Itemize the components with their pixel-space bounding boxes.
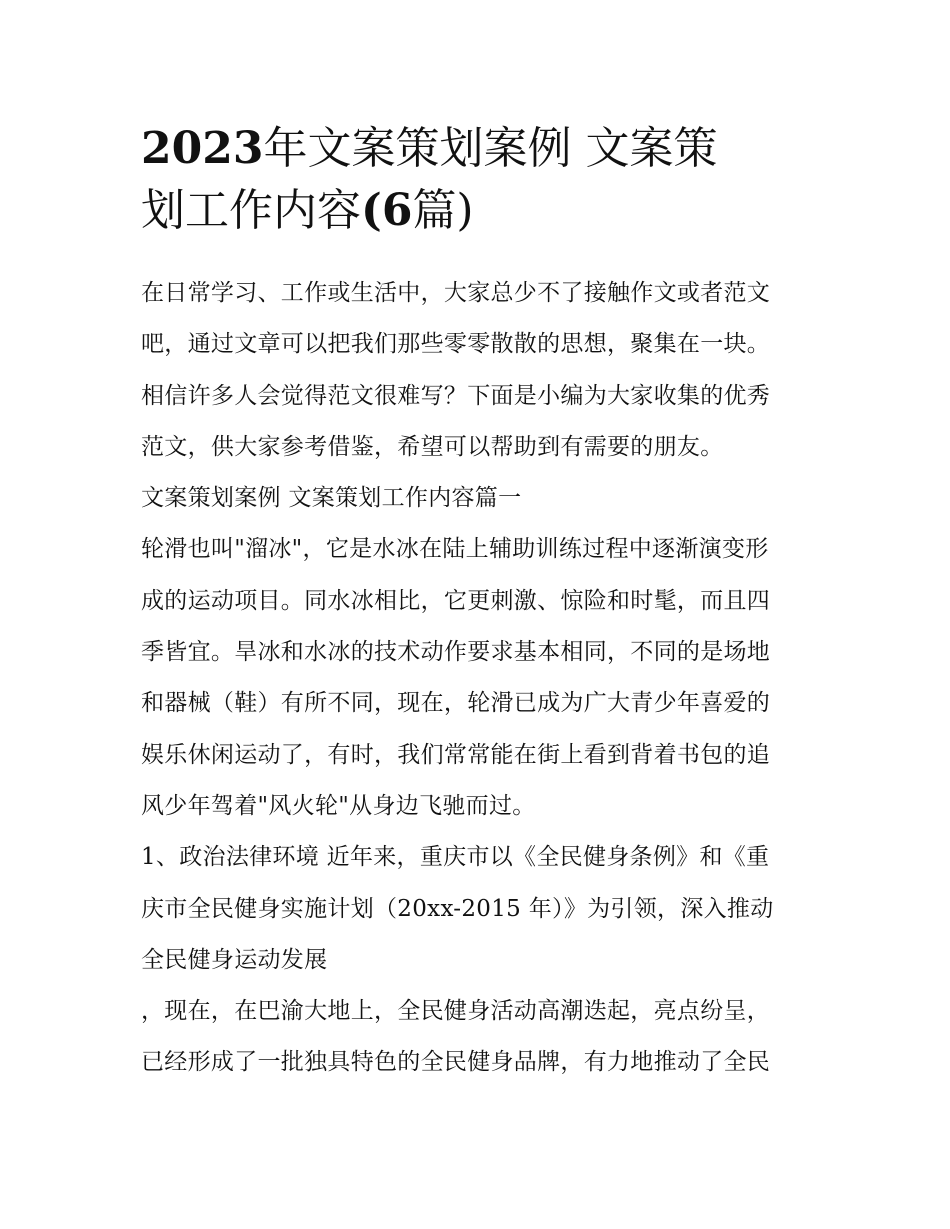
body-line: ，现在，在巴渝大地上，全民健身活动高潮迭起，亮点纷呈， (141, 998, 771, 1025)
body-line: 娱乐休闲运动了，有时，我们常常能在街上看到背着书包的追 (141, 741, 771, 768)
body-line: 庆市全民健身实施计划（20xx-2015 年）》为引领，深入推动 (141, 895, 774, 922)
title-line-2 (141, 180, 813, 242)
body-line: 成的运动项目。同水冰相比，它更刺激、惊险和时髦，而且四 (141, 587, 771, 614)
body-line: 1、政治法律环境 近年来，重庆市以《全民健身条例》和《重 (141, 844, 770, 871)
title-text-1: 年文案策划案例 文案策 (263, 123, 718, 174)
body-line: 在日常学习、工作或生活中，大家总少不了接触作文或者范文 (141, 280, 771, 306)
title-count: (6 (361, 185, 413, 236)
body-line: 和器械（鞋）有所不同，现在，轮滑已成为广大青少年喜爱的 (141, 690, 771, 717)
document-body (141, 268, 813, 1089)
body-line: 范文，供大家参考借鉴，希望可以帮助到有需要的朋友。 (141, 433, 724, 460)
body-line: 吧，通过文章可以把我们那些零零散散的思想，聚集在一块。 (141, 331, 771, 358)
title-line-1 (141, 118, 813, 180)
body-line: 相信许多人会觉得范文很难写？下面是小编为大家收集的优秀 (141, 382, 771, 409)
title-text-2: 划工作内容 (141, 185, 361, 236)
document-page (141, 118, 813, 1089)
document-title (141, 118, 813, 242)
body-line: 全民健身运动发展 (141, 946, 328, 973)
section-heading: 文案策划案例 文案策划工作内容篇一 (141, 485, 522, 512)
title-text-3: 篇) (412, 185, 474, 236)
body-line: 风少年驾着"风火轮"从身边飞驰而过。 (141, 792, 536, 819)
body-line: 季皆宜。旱冰和水冰的技术动作要求基本相同，不同的是场地 (141, 639, 771, 666)
body-line: 已经形成了一批独具特色的全民健身品牌，有力地推动了全民 (141, 1049, 771, 1076)
body-line: 轮滑也叫"溜冰"，它是水冰在陆上辅助训练过程中逐渐演变形 (141, 536, 769, 563)
title-year: 2023 (141, 123, 264, 174)
